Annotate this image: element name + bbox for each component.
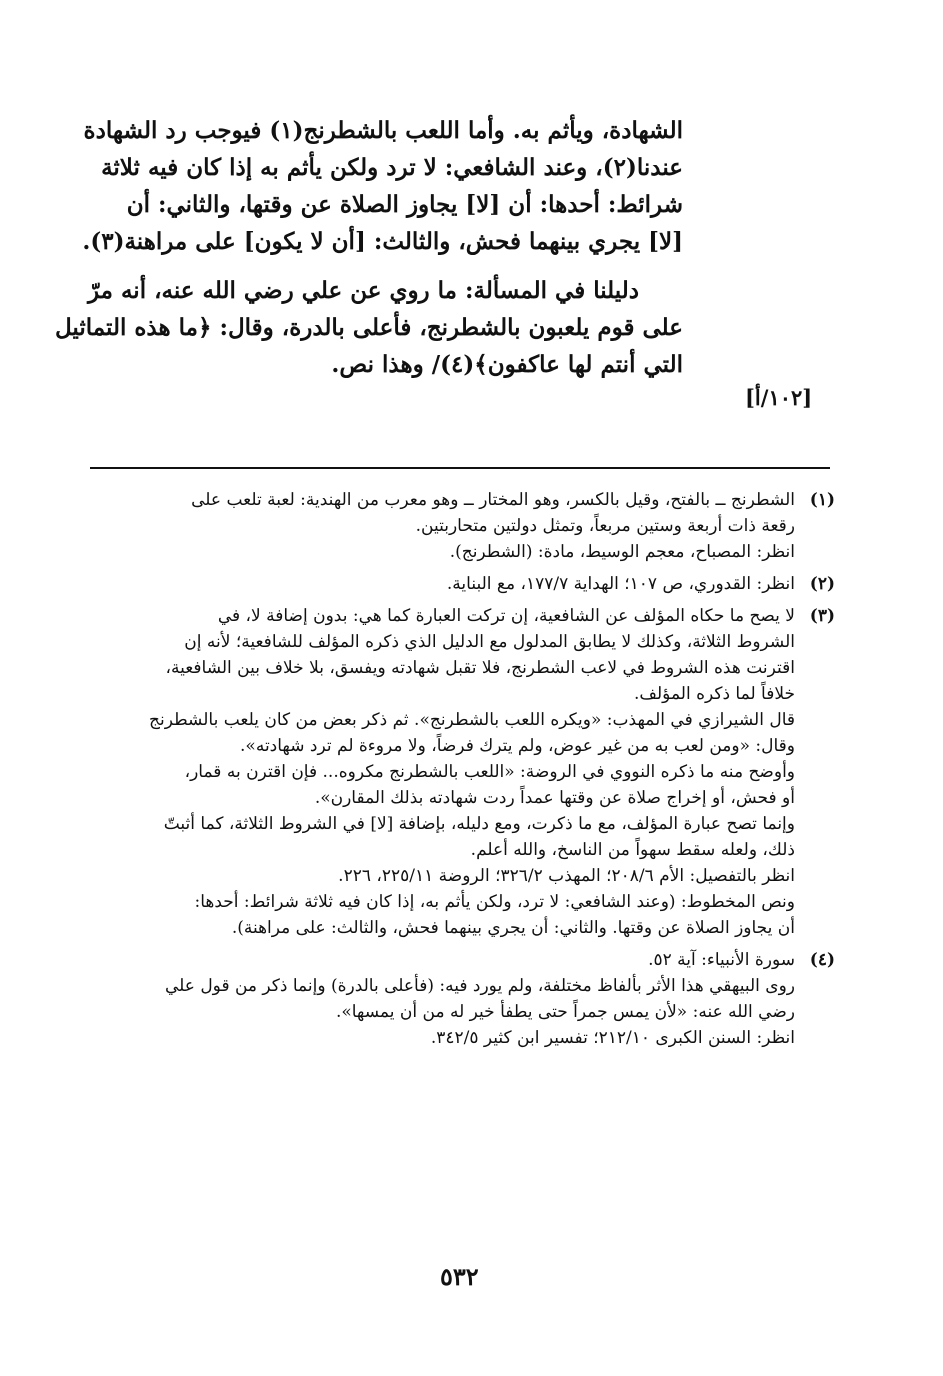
footnote-4 [90, 947, 835, 1051]
footnote-line: وقال: «ومن لعب به من غير عوض، ولم يترك فرضاً، ولا مروءة لم ترد شهادته». [240, 736, 795, 756]
footnote-line: الشروط الثلاثة، وكذلك لا يطابق المدلول مع الدليل الذي ذكره المؤلف للشافعية؛ لأنه إن [184, 632, 795, 652]
text-line: [لا] يجري بينهما فحش، والثالث: [أن لا يكون] على مراهنة(٣). [82, 228, 683, 255]
footnote-line: انظر: المصباح، معجم الوسيط، مادة: (الشطرنج). [449, 542, 795, 562]
text-line: عندنا(٢)، وعند الشافعي: لا ترد ولكن يأثم به إذا كان فيه ثلاثة [101, 154, 683, 181]
footnotes [90, 487, 835, 1051]
footnote-1 [90, 487, 835, 565]
footnote-number: (١) [809, 490, 835, 510]
footnote-number: (٤) [809, 950, 835, 970]
footnote-line: سورة الأنبياء: آية ٥٢. [648, 950, 795, 970]
footnote-separator [90, 467, 830, 469]
footnote-line: خلافاً لما ذكره المؤلف. [633, 684, 795, 704]
text-line: الشهادة، ويأثم به. وأما اللعب بالشطرنج(١) فيوجب رد الشهادة [83, 117, 683, 144]
footnote-line: وإنما تصح عبارة المؤلف، مع ما ذكرت، ومع دليله، بإضافة [لا] في الشروط الثلاثة، كما أثبتّ [163, 814, 795, 834]
paragraph-2 [54, 272, 683, 383]
footnote-line: انظر بالتفصيل: الأم ٢٠٨/٦؛ المهذب ٣٢٦/٢؛ الروضة ٢٢٥/١١، ٢٢٦. [338, 866, 795, 886]
page-number: ٥٣٢ [440, 1262, 479, 1291]
footnote-line: ونص المخطوط: (وعند الشافعي: لا ترد، ولكن يأثم به، إذا كان فيه ثلاثة شرائط: أحدها: [194, 892, 795, 912]
text-line: دليلنا في المسألة: ما روي عن علي رضي الله عنه، أنه مرّ [87, 277, 639, 304]
footnote-line: رضي الله عنه: «لأن يمس جمراً حتى يطفأ خير له من أن يمسها». [335, 1002, 795, 1022]
footnote-line: أن يجاوز الصلاة عن وقتها. والثاني: أن يجري بينهما فحش، والثالث: على مراهنة). [231, 918, 795, 938]
footnote-line: روى البيهقي هذا الأثر بألفاظ مختلفة، ولم يورد فيه: (فأعلى بالدرة) وإنما ذكر من قول علي [164, 976, 795, 996]
footnote-line: انظر: السنن الكبرى ٢١٢/١٠؛ تفسير ابن كثير ٣٤٢/٥. [430, 1028, 795, 1048]
footnote-number: (٣) [809, 606, 835, 626]
footnote-line: رقعة ذات أربعة وستين مربعاً، وتمثل دولتين متحاربتين. [415, 516, 795, 536]
footnote-3 [90, 603, 835, 941]
footnote-line: انظر: القدوري، ص ١٠٧؛ الهداية ١٧٧/٧، مع البناية. [446, 574, 795, 594]
footnote-line: الشطرنج ــ بالفتح، وقيل بالكسر، وهو المختار ــ وهو معرب من الهندية: لعبة تلعب على [191, 490, 795, 510]
footnote-line: اقترنت هذه الشروط في لاعب الشطرنج، فلا تقبل شهادته ويفسق، بلا خلاف بين الشافعية، [165, 658, 795, 678]
manuscript-folio-marker: [١٠٢/أ] [745, 385, 813, 410]
text-line: على قوم يلعبون بالشطرنج، فأعلى بالدرة، وقال: ﴿ما هذه التماثيل [54, 314, 683, 341]
footnote-line: ذلك، ولعله سقط سهواً من الناسخ، والله أعلم. [470, 840, 795, 860]
footnote-number: (٢) [809, 574, 835, 594]
main-text [54, 112, 683, 383]
text-line: التي أنتم لها عاكفون﴾(٤)/ وهذا نص. [331, 351, 683, 378]
footnote-line: أو فحش، أو إخراج صلاة عن وقتها عمداً ردت شهادته بذلك المقارن». [314, 788, 795, 808]
footnote-2 [90, 571, 835, 597]
paragraph-1 [82, 112, 683, 260]
footnote-line: وأوضح منه ما ذكره النووي في الروضة: «اللعب بالشطرنج مكروه... فإن اقترن به قمار، [184, 762, 795, 782]
footnote-line: لا يصح ما حكاه المؤلف عن الشافعية، إن تركت العبارة كما هي: بدون إضافة لا، في [217, 606, 795, 626]
footnote-line: قال الشيرازي في المهذب: «ويكره اللعب بالشطرنج». ثم ذكر بعض من كان يلعب بالشطرنج [149, 710, 795, 730]
text-line: شرائط: أحدها: أن [لا] يجاوز الصلاة عن وقتها، والثاني: أن [126, 191, 683, 218]
